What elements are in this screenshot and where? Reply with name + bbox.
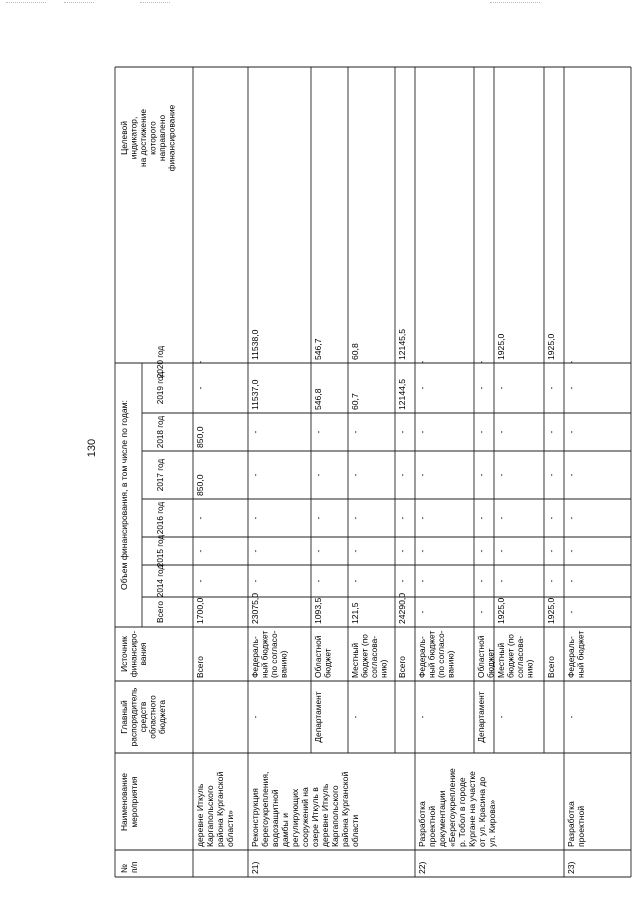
row-value: 850,0 [195, 474, 205, 496]
row-source: Всего [195, 656, 205, 678]
row-value: - [350, 473, 360, 477]
row-number: 21) [250, 861, 260, 874]
row-value: 1093,5 [313, 597, 323, 624]
page-number: 130 [86, 438, 98, 458]
row-value: - [496, 516, 506, 520]
row-manager: Департамент [313, 691, 323, 743]
row-value: - [195, 386, 205, 390]
row-number: 23) [566, 861, 576, 874]
header-year-2019: 2019 год [156, 371, 165, 405]
row-source: Областнойбюджет [313, 635, 333, 678]
row-value: 1925,0 [546, 597, 556, 624]
row-value: - [546, 430, 556, 434]
row-name: Разработкапроектнойдокументации«Берегоукреплениер. Тобол в городеКургане на участкеот ул. Красина доул. Кирова» [417, 768, 497, 847]
row-source: Областнойбюджет [476, 635, 496, 678]
row-value: - [397, 473, 407, 477]
row-value: - [313, 473, 323, 477]
row-value: 60,8 [350, 343, 360, 360]
row-value: - [417, 473, 427, 477]
row-value: 23075,0 [250, 592, 260, 624]
row-value: - [417, 516, 427, 520]
header-volume: Объем финансирования, в том числе по годам: [119, 400, 129, 590]
row-value: 1925,0 [496, 333, 506, 360]
row-value: - [476, 610, 486, 614]
row-value: - [496, 549, 506, 553]
row-value: - [397, 549, 407, 553]
row-value: - [313, 579, 323, 583]
row-value: 12144,5 [397, 378, 407, 410]
row-value: - [350, 579, 360, 583]
row-manager: Департамент [476, 691, 486, 743]
row-value: - [397, 579, 407, 583]
header-manager: Главныйраспорядительсредствобластногобюджета [119, 687, 167, 747]
row-value: 1700,0 [195, 597, 205, 624]
row-value: - [397, 516, 407, 520]
row-value: - [546, 579, 556, 583]
header-total: Всего [155, 601, 165, 623]
row-source: Федераль-ный бюджет(по согласо-ванию) [250, 630, 289, 678]
row-source: Местныйбюджет (посогласова-нию) [496, 634, 535, 678]
row-value: - [566, 386, 576, 390]
row-value: 24290,0 [397, 592, 407, 624]
row-value: - [350, 516, 360, 520]
header-no: №п/п [119, 861, 139, 873]
row-value: - [250, 473, 260, 477]
row-value: - [496, 473, 506, 477]
row-value: - [546, 386, 556, 390]
row-value: - [250, 579, 260, 583]
row-value: - [566, 579, 576, 583]
row-value: - [350, 430, 360, 434]
budget-table [115, 67, 631, 877]
row-value: - [250, 516, 260, 520]
header-target: Целевойиндикатор,на достижениекоторогонаправленофинансирование [119, 104, 177, 172]
header-source: Источникфинансиро-вания [119, 630, 148, 678]
header-year-2016: 2016 год [156, 501, 165, 535]
row-value: - [546, 549, 556, 553]
row-value: 11537,0 [250, 379, 260, 410]
row-value: - [417, 360, 427, 364]
row-value: - [350, 549, 360, 553]
row-value: 121,5 [350, 602, 360, 624]
row-value: 546,8 [313, 388, 323, 410]
row-value: - [496, 430, 506, 434]
row-value: - [313, 549, 323, 553]
row-value: 12145,5 [397, 328, 407, 360]
row-value: - [476, 386, 486, 390]
row-value: - [566, 549, 576, 553]
row-manager: - [566, 715, 576, 719]
row-value: - [397, 430, 407, 434]
row-value: - [566, 360, 576, 364]
row-value: - [313, 516, 323, 520]
row-value: 1925,0 [546, 333, 556, 360]
row-value: - [417, 610, 427, 614]
row-manager: - [496, 715, 506, 719]
row-value: - [417, 579, 427, 583]
row-manager: - [350, 715, 360, 719]
row-name: деревне ИткульКаргапольскогорайона Курганскойобласти» [195, 771, 235, 847]
row-value: - [566, 610, 576, 614]
row-value: - [566, 473, 576, 477]
row-value: - [313, 430, 323, 434]
row-value: - [417, 386, 427, 390]
header-year-2018: 2018 год [156, 415, 165, 449]
row-manager: - [417, 715, 427, 719]
header-year-2020: 2020 год [156, 345, 165, 379]
row-value: - [496, 386, 506, 390]
row-value: 546,7 [313, 338, 323, 360]
row-value: - [195, 579, 205, 583]
row-value: - [546, 473, 556, 477]
row-source: Федераль-ный бюджет(по согласо-ванию) [417, 630, 456, 678]
row-value: - [546, 516, 556, 520]
row-value: - [476, 516, 486, 520]
row-source: Федераль-ный бюджет [566, 630, 586, 678]
row-value: 11538,0 [250, 329, 260, 360]
header-year-2017: 2017 год [156, 458, 165, 492]
row-value: - [250, 430, 260, 434]
row-source: Местныйбюджет (посогласова-нию) [350, 634, 389, 678]
row-value: - [476, 430, 486, 434]
row-value: - [476, 360, 486, 364]
row-value: 850,0 [195, 426, 205, 448]
row-manager: - [250, 715, 260, 719]
row-value: 60,7 [350, 393, 360, 410]
row-value: - [195, 360, 205, 364]
row-value: - [496, 579, 506, 583]
header-name: Наименованиемероприятия [119, 772, 139, 832]
row-value: - [476, 549, 486, 553]
row-value: - [417, 549, 427, 553]
row-value: - [195, 549, 205, 553]
row-value: 1925,0 [496, 597, 506, 624]
header-year-2015: 2015 год [156, 534, 165, 568]
row-value: - [476, 579, 486, 583]
row-value: - [417, 430, 427, 434]
row-number: 22) [417, 861, 427, 874]
row-value: - [566, 516, 576, 520]
header-year-2014: 2014 год [156, 564, 165, 598]
row-name: Разработкапроектной [566, 801, 586, 847]
row-source: Всего [546, 656, 556, 678]
row-value: - [195, 516, 205, 520]
row-value: - [476, 473, 486, 477]
row-name: Реконструкцияберегоукрепления,водозащитнойдамбы ирегулирующихсооружений наозере Иткуль вдеревне ИткульКаргапольскогорайона Курганскойобласти [250, 771, 360, 847]
row-source: Всего [397, 656, 407, 678]
row-value: - [250, 549, 260, 553]
row-value: - [566, 430, 576, 434]
